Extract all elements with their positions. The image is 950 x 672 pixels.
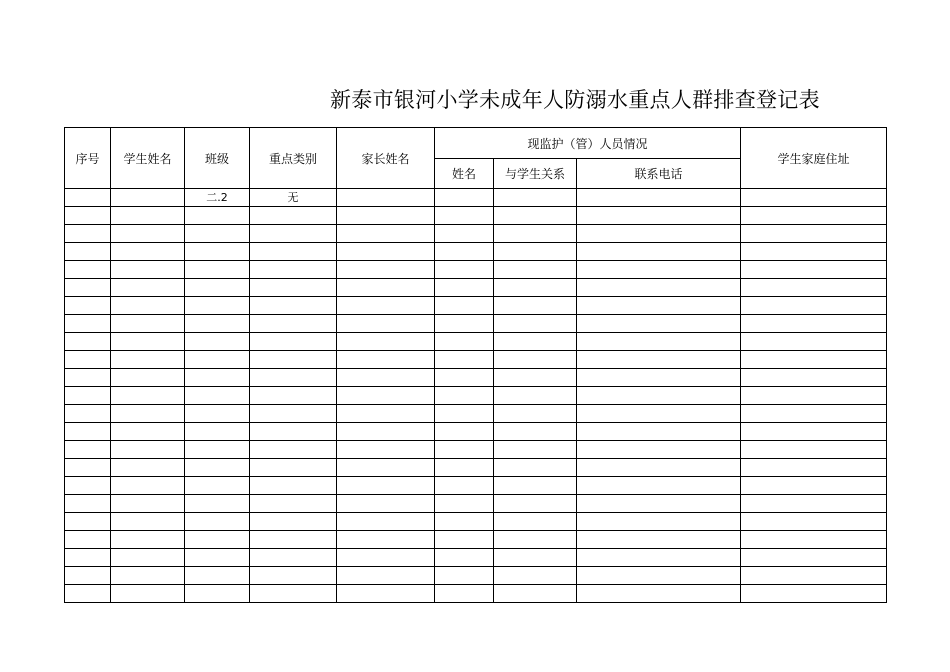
cell-key-category [250,225,337,243]
cell-guardian-name [435,405,494,423]
cell-index [65,531,111,549]
cell-index [65,567,111,585]
cell-guardian-name [435,243,494,261]
cell-student-name [111,243,185,261]
cell-guardian-name [435,297,494,315]
cell-phone [577,567,741,585]
table-row [65,459,887,477]
cell-guardian-name [435,387,494,405]
page-title: 新泰市银河小学未成年人防溺水重点人群排查登记表 [330,88,820,112]
cell-address [741,297,887,315]
cell-key-category [250,351,337,369]
cell-class [185,441,250,459]
cell-student-name [111,207,185,225]
cell-address [741,189,887,207]
cell-class [185,333,250,351]
cell-relationship [494,585,577,603]
cell-class [185,225,250,243]
cell-student-name [111,531,185,549]
cell-phone [577,333,741,351]
cell-parent-name [337,369,435,387]
cell-relationship [494,225,577,243]
cell-student-name [111,495,185,513]
cell-index [65,189,111,207]
cell-index [65,225,111,243]
cell-class [185,531,250,549]
cell-student-name [111,585,185,603]
cell-key-category [250,459,337,477]
table-row [65,405,887,423]
cell-index [65,459,111,477]
cell-phone [577,225,741,243]
cell-parent-name [337,513,435,531]
cell-guardian-name [435,333,494,351]
cell-phone [577,189,741,207]
cell-class: 二.2 [185,189,250,207]
cell-key-category [250,369,337,387]
cell-parent-name [337,423,435,441]
cell-index [65,297,111,315]
cell-relationship [494,441,577,459]
cell-address [741,567,887,585]
cell-parent-name [337,549,435,567]
table-row [65,297,887,315]
cell-address [741,243,887,261]
table-row [65,369,887,387]
cell-guardian-name [435,441,494,459]
cell-relationship [494,297,577,315]
cell-index [65,549,111,567]
cell-guardian-name [435,477,494,495]
cell-guardian-name [435,225,494,243]
cell-guardian-name [435,423,494,441]
cell-address [741,531,887,549]
table-row [65,333,887,351]
cell-address [741,441,887,459]
cell-class [185,261,250,279]
cell-guardian-name [435,279,494,297]
cell-index [65,333,111,351]
cell-parent-name [337,567,435,585]
header-relationship: 与学生关系 [494,159,577,189]
cell-key-category [250,297,337,315]
cell-phone [577,405,741,423]
cell-phone [577,585,741,603]
cell-key-category [250,423,337,441]
cell-index [65,207,111,225]
cell-parent-name [337,441,435,459]
cell-phone [577,441,741,459]
cell-key-category [250,495,337,513]
cell-phone [577,549,741,567]
cell-phone [577,423,741,441]
cell-phone [577,477,741,495]
cell-address [741,513,887,531]
cell-class [185,567,250,585]
header-guardian-group: 现监护（管）人员情况 [435,128,741,159]
table-row [65,549,887,567]
cell-class [185,351,250,369]
cell-student-name [111,351,185,369]
cell-relationship [494,261,577,279]
cell-class [185,495,250,513]
cell-index [65,441,111,459]
cell-address [741,387,887,405]
cell-class [185,405,250,423]
registration-table [64,127,887,603]
cell-key-category [250,207,337,225]
cell-index [65,585,111,603]
cell-relationship [494,549,577,567]
cell-key-category [250,513,337,531]
cell-phone [577,495,741,513]
cell-address [741,351,887,369]
cell-guardian-name [435,459,494,477]
cell-address [741,279,887,297]
cell-guardian-name [435,495,494,513]
cell-student-name [111,387,185,405]
header-student-name: 学生姓名 [111,128,185,189]
cell-key-category [250,477,337,495]
cell-student-name [111,261,185,279]
cell-address [741,315,887,333]
cell-class [185,585,250,603]
cell-parent-name [337,261,435,279]
cell-student-name [111,513,185,531]
cell-address [741,225,887,243]
table-row [65,189,887,207]
cell-student-name [111,189,185,207]
cell-phone [577,513,741,531]
cell-guardian-name [435,369,494,387]
cell-relationship [494,315,577,333]
cell-class [185,207,250,225]
cell-student-name [111,279,185,297]
cell-student-name [111,477,185,495]
cell-relationship [494,531,577,549]
cell-relationship [494,369,577,387]
cell-address [741,495,887,513]
table-row [65,531,887,549]
cell-parent-name [337,405,435,423]
table-row [65,477,887,495]
cell-key-category [250,567,337,585]
cell-phone [577,351,741,369]
cell-class [185,387,250,405]
cell-parent-name [337,351,435,369]
table-row [65,225,887,243]
cell-key-category [250,585,337,603]
cell-index [65,513,111,531]
cell-student-name [111,459,185,477]
cell-parent-name [337,189,435,207]
header-address: 学生家庭住址 [741,128,887,189]
cell-relationship [494,567,577,585]
cell-parent-name [337,297,435,315]
cell-relationship [494,495,577,513]
cell-student-name [111,369,185,387]
cell-parent-name [337,585,435,603]
table-row [65,243,887,261]
table-body [65,189,887,603]
cell-relationship [494,387,577,405]
cell-parent-name [337,207,435,225]
cell-parent-name [337,279,435,297]
header-parent-name: 家长姓名 [337,128,435,189]
header-guardian-name: 姓名 [435,159,494,189]
cell-key-category [250,315,337,333]
cell-class [185,369,250,387]
cell-address [741,333,887,351]
cell-phone [577,459,741,477]
cell-relationship [494,351,577,369]
cell-student-name [111,549,185,567]
cell-student-name [111,441,185,459]
table-row [65,387,887,405]
cell-guardian-name [435,567,494,585]
cell-relationship [494,513,577,531]
cell-guardian-name [435,513,494,531]
table-row [65,513,887,531]
cell-key-category [250,333,337,351]
cell-relationship [494,189,577,207]
cell-address [741,261,887,279]
cell-address [741,549,887,567]
cell-relationship [494,423,577,441]
table-row [65,441,887,459]
cell-guardian-name [435,261,494,279]
cell-guardian-name [435,585,494,603]
cell-index [65,279,111,297]
cell-student-name [111,225,185,243]
cell-relationship [494,207,577,225]
cell-key-category: 无 [250,189,337,207]
table-row [65,207,887,225]
cell-phone [577,315,741,333]
table-row [65,261,887,279]
cell-index [65,477,111,495]
cell-address [741,477,887,495]
cell-address [741,207,887,225]
cell-address [741,369,887,387]
cell-phone [577,531,741,549]
header-key-category: 重点类别 [250,128,337,189]
cell-student-name [111,315,185,333]
cell-index [65,369,111,387]
cell-class [185,423,250,441]
cell-student-name [111,567,185,585]
cell-address [741,423,887,441]
cell-class [185,297,250,315]
cell-class [185,513,250,531]
cell-index [65,243,111,261]
cell-guardian-name [435,189,494,207]
header-index: 序号 [65,128,111,189]
cell-key-category [250,279,337,297]
cell-key-category [250,243,337,261]
cell-guardian-name [435,315,494,333]
header-class: 班级 [185,128,250,189]
table-row [65,279,887,297]
cell-index [65,387,111,405]
cell-address [741,405,887,423]
cell-guardian-name [435,549,494,567]
cell-key-category [250,405,337,423]
cell-relationship [494,459,577,477]
table-row [65,423,887,441]
cell-phone [577,387,741,405]
cell-parent-name [337,387,435,405]
cell-index [65,495,111,513]
cell-student-name [111,333,185,351]
cell-guardian-name [435,351,494,369]
cell-index [65,261,111,279]
cell-parent-name [337,459,435,477]
cell-parent-name [337,495,435,513]
cell-index [65,405,111,423]
cell-key-category [250,531,337,549]
cell-parent-name [337,315,435,333]
cell-student-name [111,423,185,441]
cell-class [185,243,250,261]
cell-phone [577,297,741,315]
cell-class [185,315,250,333]
table-row [65,585,887,603]
cell-relationship [494,243,577,261]
cell-index [65,315,111,333]
header-phone: 联系电话 [577,159,741,189]
cell-parent-name [337,243,435,261]
cell-phone [577,279,741,297]
cell-guardian-name [435,207,494,225]
cell-address [741,459,887,477]
cell-class [185,477,250,495]
cell-address [741,585,887,603]
table-row [65,315,887,333]
cell-key-category [250,549,337,567]
cell-index [65,351,111,369]
cell-index [65,423,111,441]
cell-class [185,279,250,297]
cell-parent-name [337,531,435,549]
cell-phone [577,261,741,279]
cell-student-name [111,405,185,423]
cell-guardian-name [435,531,494,549]
cell-phone [577,369,741,387]
cell-key-category [250,441,337,459]
cell-parent-name [337,477,435,495]
cell-phone [577,243,741,261]
cell-key-category [250,387,337,405]
cell-relationship [494,333,577,351]
cell-class [185,549,250,567]
cell-key-category [250,261,337,279]
cell-parent-name [337,333,435,351]
cell-class [185,459,250,477]
cell-relationship [494,477,577,495]
cell-relationship [494,405,577,423]
table-row [65,567,887,585]
cell-phone [577,207,741,225]
cell-parent-name [337,225,435,243]
cell-relationship [494,279,577,297]
table-row [65,495,887,513]
table-row [65,351,887,369]
cell-student-name [111,297,185,315]
